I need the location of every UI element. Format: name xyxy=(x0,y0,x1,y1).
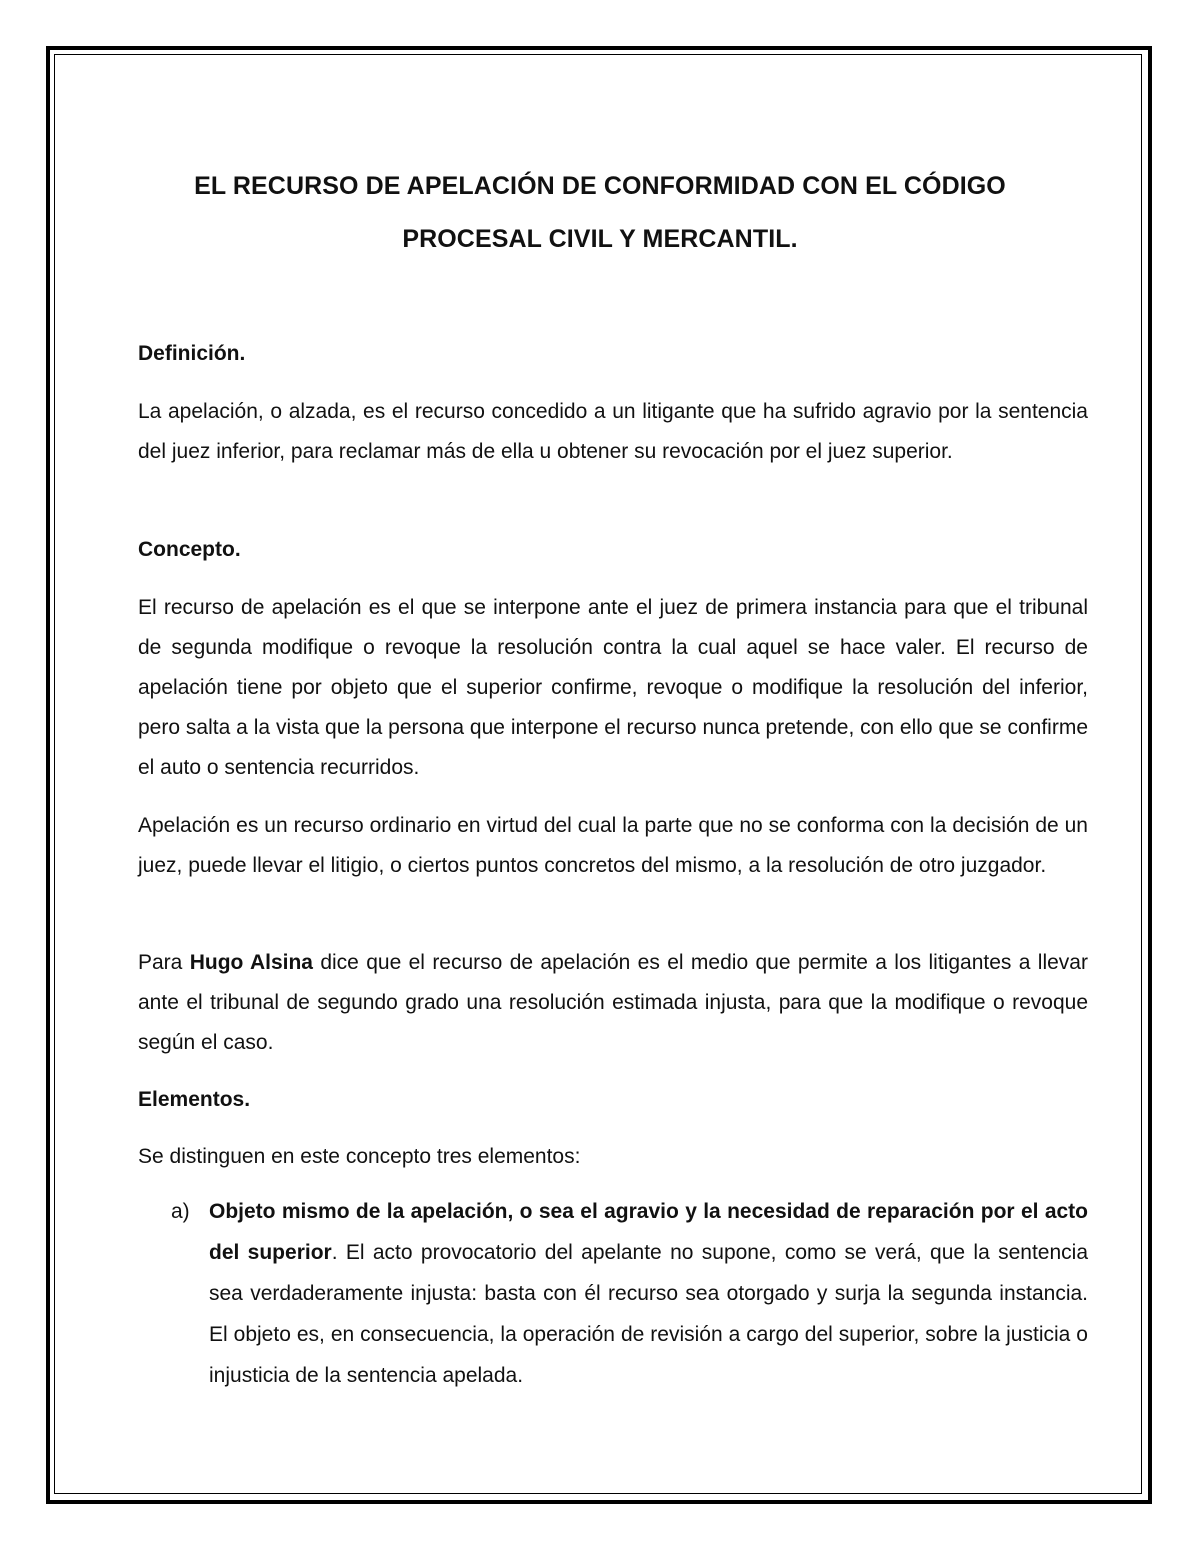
document-title-line2: PROCESAL CIVIL Y MERCANTIL. xyxy=(402,225,798,253)
list-item-bold-text: Objeto mismo de la apelación, o sea el agravio y la necesidad de reparación por el acto del superior xyxy=(209,1200,1088,1264)
paragraph-definicion: La apelación, o alzada, es el recurso concedido a un litigante que ha sufrido agravio por la sentencia del juez inferior, para reclamar más de ella u obtener su revocación por el juez superior. xyxy=(138,400,1088,463)
heading-concepto: Concepto. xyxy=(138,538,241,561)
list-item-text: . El acto provocatorio del apelante no supone, como se verá, que la sentencia sea verdaderamente injusta: basta con él recurso sea otorgado y surja la segunda instancia. El objeto es, en consecuencia, la operación de revisión a cargo del superior, sobre la justicia o injusticia de la sentencia apelada. xyxy=(209,1241,1088,1387)
paragraph-concepto-2: Apelación es un recurso ordinario en virtud del cual la parte que no se conforma con la decisión de un juez, puede llevar el litigio, o ciertos puntos concretos del mismo, a la resolución de otro juzgador. xyxy=(138,814,1088,877)
list-item xyxy=(138,1191,1088,1396)
paragraph-concepto-3-prefix: Para xyxy=(138,951,190,974)
list-item-body xyxy=(209,1191,1088,1396)
paragraph-concepto-3-rest: dice que el recurso de apelación es el medio que permite a los litigantes a llevar ante el tribunal de segundo grado una resolución estimada injusta, para que la modifique o revoque según el caso. xyxy=(138,951,1088,1054)
heading-definicion: Definición. xyxy=(138,342,246,365)
paragraph-concepto-1: El recurso de apelación es el que se interpone ante el juez de primera instancia para que el tribunal de segunda modifique o revoque la resolución contra la cual aquel se hace valer. El recurso de apelación tiene por objeto que el superior confirme, revoque o modifique la resolución del inferior, pero salta a la vista que la persona que interpone el recurso nunca pretende, con ello que se confirme el auto o sentencia recurridos. xyxy=(138,596,1088,779)
list-item-marker: a) xyxy=(171,1200,190,1223)
author-name: Hugo Alsina xyxy=(189,951,313,974)
paragraph-concepto-3 xyxy=(138,943,1088,1063)
document-title-line1: EL RECURSO DE APELACIÓN DE CONFORMIDAD CON EL CÓDIGO xyxy=(194,172,1006,200)
paragraph-elementos-intro: Se distinguen en este concepto tres elementos: xyxy=(138,1145,581,1168)
heading-elementos: Elementos. xyxy=(138,1088,251,1111)
